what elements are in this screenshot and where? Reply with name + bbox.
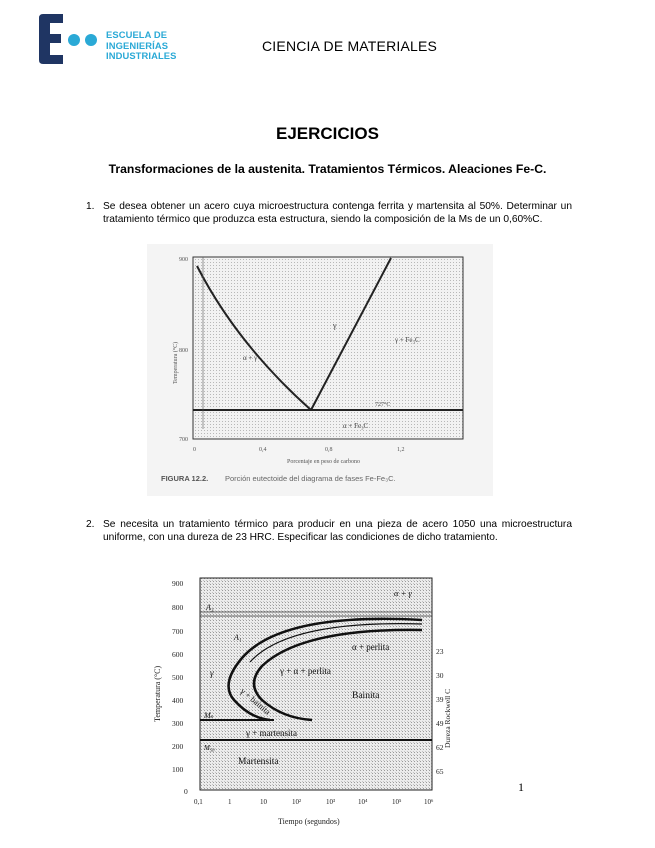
- marker: A₃: [206, 603, 214, 612]
- x-tick: 0,1: [194, 798, 203, 806]
- y-tick: 900: [179, 257, 188, 263]
- school-logo-icon: [39, 14, 99, 64]
- exercise-number: 1.: [86, 201, 95, 212]
- x-tick: 0,4: [259, 447, 267, 453]
- y-tick: 0: [184, 787, 188, 796]
- x-tick: 10²: [292, 798, 302, 806]
- region-label: α + γ: [243, 354, 258, 362]
- x-tick: 1,2: [397, 447, 405, 453]
- y2-axis-label: Dureza Rockwell C: [443, 688, 452, 748]
- marker: M₅₀: [204, 744, 215, 752]
- region-label: Bainita: [352, 691, 380, 701]
- logo-line: INGENIERÍAS: [106, 39, 169, 51]
- plot-area: [200, 578, 432, 790]
- region-label: γ + α + perlita: [280, 666, 331, 676]
- x-ticks: [194, 798, 434, 806]
- region-label: α + γ: [394, 588, 412, 598]
- x-tick: 0: [193, 447, 196, 453]
- exercise-number: 2.: [86, 519, 95, 530]
- region-label: γ + martensita: [246, 728, 298, 738]
- y-tick: 300: [172, 719, 184, 728]
- exercise-2: [86, 518, 572, 544]
- figure-fe-fe3c-diagram: [147, 244, 493, 496]
- y-tick: 800: [179, 348, 188, 354]
- hardness-tick: 23: [436, 647, 444, 656]
- region-label: γ: [210, 668, 214, 678]
- hardness-tick: 30: [436, 671, 444, 680]
- exercise-text: Se necesita un tratamiento térmico para producir en una pieza de acero 1050 una microestructura uniforme, con una dureza de 23 HRC. Especificar las condiciones de dicho tratamiento.: [103, 519, 572, 544]
- y-tick: 600: [172, 650, 184, 659]
- y-tick: 200: [172, 742, 184, 751]
- figure-caption-label: FIGURA 12.2.: [161, 474, 209, 483]
- page-title: EJERCICIOS: [276, 124, 379, 143]
- x-tick: 1: [228, 798, 232, 806]
- marker: Mₛ: [204, 711, 214, 720]
- region-label: Martensita: [238, 757, 279, 767]
- plot-area: [193, 257, 463, 439]
- y-tick: 700: [179, 437, 188, 443]
- header-title: CIENCIA DE MATERIALES: [262, 38, 438, 54]
- logo-line: ESCUELA DE: [106, 29, 168, 40]
- figure-ttt-diagram: [153, 572, 452, 834]
- logo-line: INDUSTRIALES: [106, 50, 177, 61]
- hardness-tick: 62: [436, 743, 444, 752]
- x-tick: 10⁶: [424, 798, 434, 806]
- eutectoid-temp: 727°C: [375, 402, 391, 408]
- page-subtitle: Transformaciones de la austenita. Tratamientos Térmicos. Aleaciones Fe-C.: [108, 162, 547, 176]
- y-tick: 700: [172, 627, 184, 636]
- hardness-tick: 39: [436, 695, 444, 704]
- x-axis-label: Porcentaje en peso de carbono: [287, 459, 360, 465]
- y-tick: 900: [172, 579, 184, 588]
- region-label: γ + bainita: [238, 685, 273, 717]
- hardness-tick: 65: [436, 767, 444, 776]
- x-tick: 10: [260, 798, 267, 806]
- y-tick: 400: [172, 696, 184, 705]
- region-label: α + Fe₃C: [343, 422, 369, 430]
- x-tick: 10³: [326, 798, 336, 806]
- marker: A₁: [234, 633, 242, 642]
- y-tick: 100: [172, 765, 184, 774]
- figure-caption-text: Porción eutectoide del diagrama de fases Fe-Fe₃C.: [225, 474, 396, 483]
- y-tick: 500: [172, 673, 184, 682]
- exercise-text: Se desea obtener un acero cuya microestructura contenga ferrita y martensita al 50%. Determinar un tratamiento térmico que produzca esta estructura, siendo la composición de la Ms de un 0,60%C.: [103, 201, 572, 226]
- hardness-tick: 49: [436, 719, 444, 728]
- x-tick: 10⁴: [358, 798, 368, 806]
- region-label: γ + Fe₃C: [395, 336, 420, 344]
- exercise-1: [86, 200, 572, 226]
- y-ticks: [172, 579, 188, 796]
- x-axis-label: Tiempo (segundos): [278, 817, 340, 826]
- x-tick: 0,8: [325, 447, 333, 453]
- y-axis-label: Temperatura (°C): [173, 341, 179, 384]
- page-number: 1: [518, 780, 524, 794]
- x-tick: 10⁵: [392, 798, 402, 806]
- region-label: γ: [333, 321, 337, 330]
- y-axis-label: Temperatura (°C): [153, 665, 162, 722]
- y-tick: 800: [172, 603, 184, 612]
- region-label: α + perlita: [352, 642, 390, 652]
- school-logo-text: [106, 30, 196, 62]
